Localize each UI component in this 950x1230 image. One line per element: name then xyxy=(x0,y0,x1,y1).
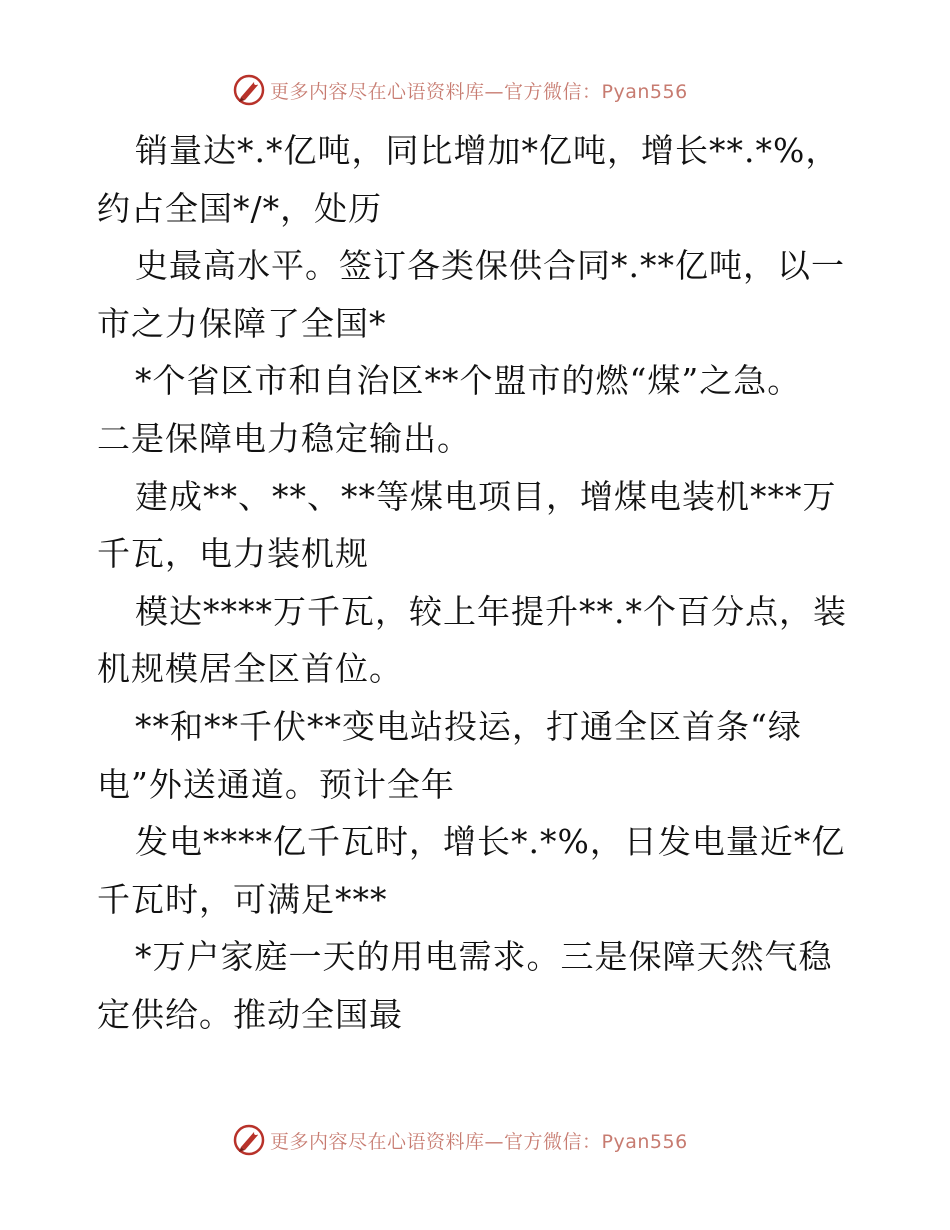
document-body xyxy=(97,122,857,1044)
header-watermark-banner xyxy=(232,70,688,110)
body-line: 二是保障电力稳定输出。 xyxy=(97,418,471,458)
body-line: 市之力保障了全国* xyxy=(97,303,387,343)
body-line: 千瓦，电力装机规 xyxy=(97,534,369,574)
body-line: 建成**、**、**等煤电项目，增煤电装机***万 xyxy=(135,476,837,516)
pen-logo-icon xyxy=(232,1123,266,1157)
footer-banner-text: 更多内容尽在心语资料库—官方微信：Pyan556 xyxy=(270,1130,688,1153)
body-line: 发电****亿千瓦时，增长*.*%，日发电量近*亿 xyxy=(135,822,846,862)
footer-watermark-banner xyxy=(232,1120,688,1160)
body-line: 模达****万千瓦，较上年提升**.*个百分点，装 xyxy=(135,591,847,631)
body-line: 机规模居全区首位。 xyxy=(97,649,403,689)
body-line: 千瓦时，可满足*** xyxy=(97,879,388,919)
body-line: 约占全国*/*，处历 xyxy=(97,188,383,228)
body-line: 电”外送通道。预计全年 xyxy=(97,764,455,804)
body-line: 定供给。推动全国最 xyxy=(97,994,403,1034)
body-line: **和**千伏**变电站投运，打通全区首条“绿 xyxy=(135,706,802,746)
body-line: 史最高水平。签订各类保供合同*.**亿吨，以一 xyxy=(135,246,845,286)
body-line: *万户家庭一天的用电需求。三是保障天然气稳 xyxy=(135,937,833,977)
pen-logo-icon xyxy=(232,73,266,107)
body-line: *个省区市和自治区**个盟市的燃“煤”之急。 xyxy=(135,361,802,401)
body-line: 销量达*.*亿吨，同比增加*亿吨，增长**.*%， xyxy=(135,131,840,170)
header-banner-text: 更多内容尽在心语资料库—官方微信：Pyan556 xyxy=(270,80,688,103)
